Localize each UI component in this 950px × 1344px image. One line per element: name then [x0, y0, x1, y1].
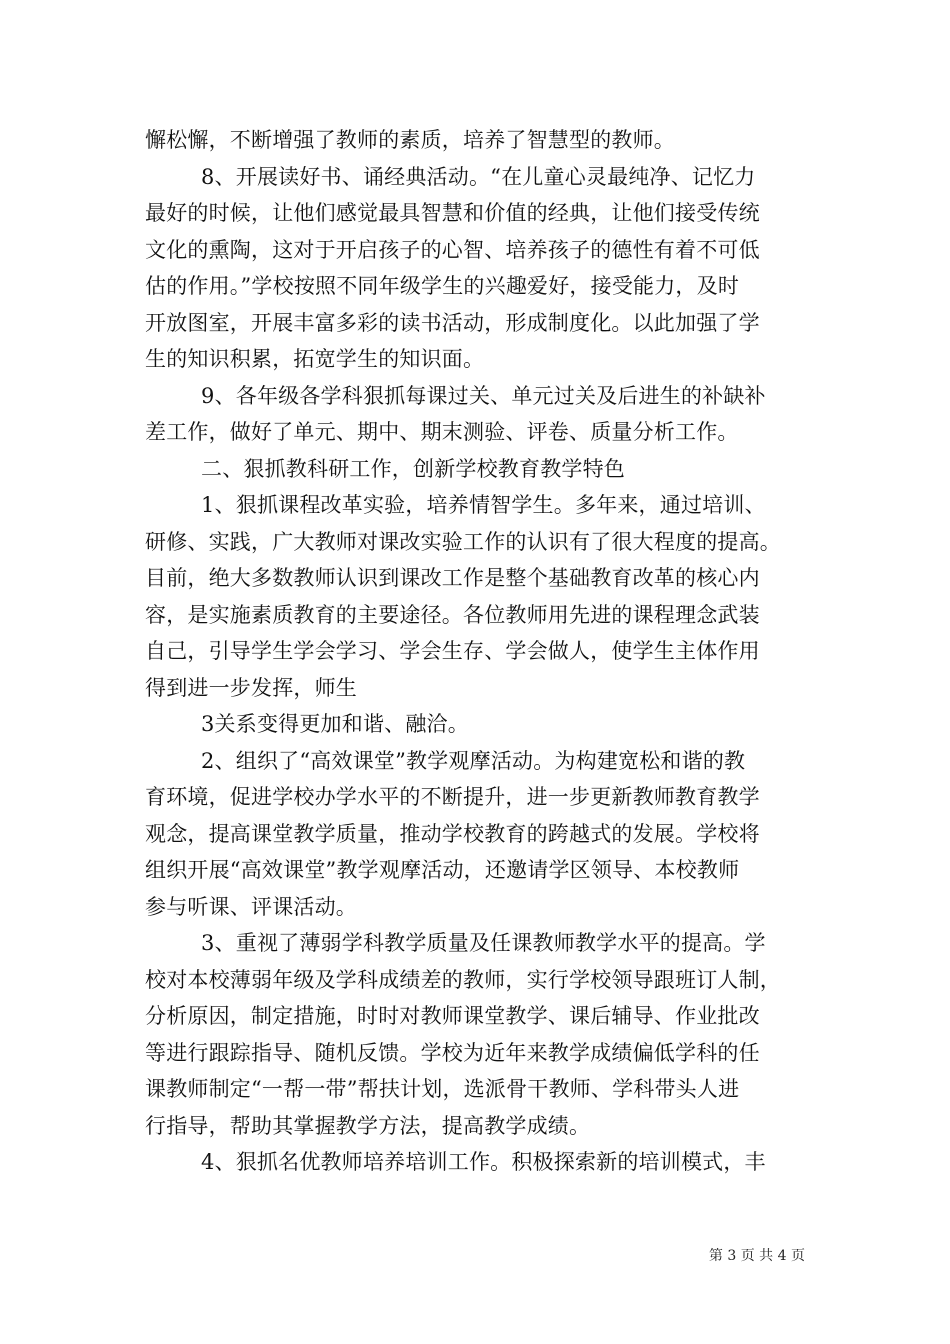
- text-line: 容，是实施素质教育的主要途径。各位教师用先进的课程理念武装: [145, 602, 760, 627]
- text-line: 目前，绝大多数教师认识到课改工作是整个基础教育改革的核心内: [145, 566, 760, 590]
- text-line: 生的知识积累，拓宽学生的知识面。: [145, 347, 485, 371]
- text-line: 4、狠抓名优教师培养培训工作。积极探索新的培训模式，丰: [201, 1150, 766, 1174]
- text-line: 1、狠抓课程改革实验，培养情智学生。多年来，通过培训、: [201, 493, 766, 517]
- text-line: 估的作用。”学校按照不同年级学生的兴趣爱好，接受能力，及时: [145, 274, 740, 298]
- text-line: 8、开展读好书、诵经典活动。“在儿童心灵最纯净、记忆力: [201, 164, 756, 189]
- document-body: [145, 122, 810, 1181]
- text-line: 校对本校薄弱年级及学科成绩差的教师，实行学校领导跟班订人制，: [145, 967, 781, 992]
- text-line: 组织开展“高效课堂”教学观摩活动，还邀请学区领导、本校教师: [145, 858, 740, 882]
- text-line: 等进行跟踪指导、随机反馈。学校为近年来教学成绩偏低学科的任: [145, 1040, 760, 1065]
- text-line: 差工作，做好了单元、期中、期末测验、评卷、质量分析工作。: [145, 420, 739, 444]
- text-line: 自己，引导学生学会学习、学会生存、学会做人，使学生主体作用: [145, 639, 760, 663]
- text-line: 开放图室，开展丰富多彩的读书活动，形成制度化。以此加强了学: [145, 310, 760, 335]
- text-line: 研修、实践，广大教师对课改实验工作的认识有了很大程度的提高。: [145, 529, 781, 554]
- page-footer: 第 3 页 共 4 页: [708, 1248, 805, 1264]
- text-line: 分析原因，制定措施，时时对教师课堂教学、课后辅导、作业批改: [145, 1004, 760, 1028]
- text-line: 最好的时候，让他们感觉最具智慧和价值的经典，让他们接受传统: [145, 201, 760, 225]
- text-line: 参与听课、评课活动。: [145, 894, 357, 919]
- text-line: 得到进一步发挥，师生: [145, 675, 357, 700]
- text-line: 2、组织了“高效课堂”教学观摩活动。为构建宽松和谐的教: [201, 748, 746, 773]
- text-line: 9、各年级各学科狠抓每课过关、单元过关及后进生的补缺补: [201, 383, 766, 408]
- text-line: 二、狠抓教科研工作，创新学校教育教学特色: [201, 456, 625, 481]
- text-line: 文化的熏陶，这对于开启孩子的心智、培养孩子的德性有着不可低: [145, 237, 760, 262]
- text-line: 课教师制定“一帮一带”帮扶计划，选派骨干教师、学科带头人进: [145, 1077, 740, 1101]
- text-line: 育环境，促进学校办学水平的不断提升，进一步更新教师教育教学: [145, 785, 760, 809]
- text-line: 懈松懈，不断增强了教师的素质，培养了智慧型的教师。: [145, 128, 675, 152]
- text-line: 观念，提高课堂教学质量，推动学校教育的跨越式的发展。学校将: [145, 821, 760, 846]
- text-line: 3、重视了薄弱学科教学质量及任课教师教学水平的提高。学: [201, 931, 766, 955]
- text-line: 3关系变得更加和谐、融洽。: [201, 712, 469, 736]
- text-line: 行指导，帮助其掌握教学方法，提高教学成绩。: [145, 1113, 591, 1138]
